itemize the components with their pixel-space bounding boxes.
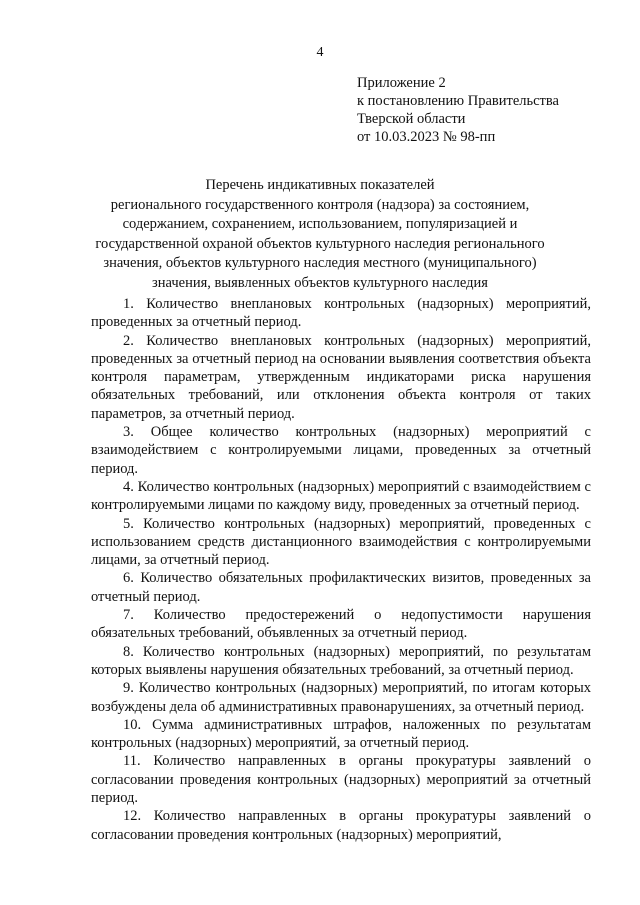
title-line: Перечень индикативных показателей: [205, 177, 435, 193]
title-line: значения, выявленных объектов культурного наследия: [152, 274, 488, 291]
title-line: государственной охраной объектов культурного наследия регионального: [95, 235, 545, 252]
indicator-item: 8. Количество контрольных (надзорных) мероприятий, по результатам которых выявлены нарушения обязательных требований, за отчетный период.: [91, 643, 591, 678]
indicator-item: 7. Количество предостережений о недопустимости нарушения обязательных требований, объявленных за отчетный период.: [91, 607, 591, 642]
title-line: регионального государственного контроля (надзора) за состоянием,: [110, 196, 530, 213]
title-line: значения, объектов культурного наследия местного (муниципального): [103, 255, 537, 271]
title-line: содержанием, сохранением, использованием, популяризацией и: [122, 216, 518, 232]
indicator-item: 11. Количество направленных в органы прокуратуры заявлений о согласовании проведения контрольных (надзорных) мероприятий за отчетный период.: [91, 753, 591, 807]
page-number: 4: [316, 45, 324, 60]
indicator-item: 12. Количество направленных в органы прокуратуры заявлений о согласовании проведения контрольных (надзорных) мероприятий,: [91, 808, 591, 843]
indicator-item: 2. Количество внеплановых контрольных (надзорных) мероприятий, проведенных за отчетный период на основании выявления соответствия объекта контроля параметрам, утвержденным индикаторами риска нарушения обязательных требований, или отклонения объекта контроля от таких параметров, за отчетный период.: [91, 332, 591, 422]
indicator-item: 10. Сумма административных штрафов, наложенных по результатам контрольных (надзорных) мероприятий, за отчетный период.: [91, 716, 591, 752]
indicator-list: [91, 295, 591, 844]
document-title: [80, 176, 560, 293]
indicator-item: 1. Количество внеплановых контрольных (надзорных) мероприятий, проведенных за отчетный период.: [91, 296, 591, 331]
indicator-item: 4. Количество контрольных (надзорных) мероприятий с взаимодействием с контролируемыми лицами по каждому виду, проведенных за отчетный период.: [91, 478, 591, 514]
indicator-item: 5. Количество контрольных (надзорных) мероприятий, проведенных с использованием средств дистанционного взаимодействия с контролируемыми лицами, за отчетный период.: [91, 515, 591, 569]
appendix-header: [357, 74, 559, 146]
indicator-item: 9. Количество контрольных (надзорных) мероприятий, по итогам которых возбуждены дела об административных правонарушениях, за отчетный период.: [91, 680, 591, 715]
appendix-line: Тверской области: [357, 111, 466, 127]
appendix-line: к постановлению Правительства: [357, 93, 559, 109]
indicator-item: 3. Общее количество контрольных (надзорных) мероприятий с взаимодействием с контролируемыми лицами, проведенных за отчетный период.: [91, 424, 591, 477]
appendix-line: Приложение 2: [357, 75, 446, 91]
appendix-line: от 10.03.2023 № 98-пп: [357, 129, 496, 145]
indicator-item: 6. Количество обязательных профилактических визитов, проведенных за отчетный период.: [91, 570, 591, 605]
